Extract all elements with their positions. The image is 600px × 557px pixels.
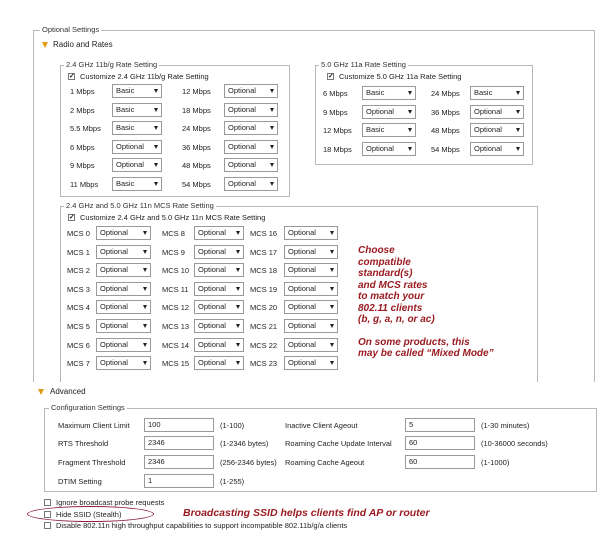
rate-24ghz-label: 36 Mbps: [182, 142, 211, 152]
mcs-select[interactable]: [96, 356, 151, 370]
chevron-down-icon: [143, 343, 147, 347]
rate-5ghz-select[interactable]: [470, 86, 524, 100]
config-label: Fragment Threshold: [58, 458, 126, 467]
mcs-label: MCS 22: [250, 340, 278, 350]
mcs-select[interactable]: [96, 338, 151, 352]
mcs-select[interactable]: [284, 282, 338, 296]
chevron-down-icon: [143, 361, 147, 365]
rate-5ghz-label: 54 Mbps: [431, 144, 460, 154]
rate-24ghz-select-value: Optional: [116, 160, 144, 169]
mcs-select[interactable]: [194, 338, 244, 352]
radio-and-rates-heading[interactable]: Radio and Rates: [53, 40, 113, 49]
rate-5ghz-label: 12 Mbps: [323, 126, 352, 135]
annotation-line: 802.11 clients: [358, 302, 423, 314]
chevron-down-icon: [236, 343, 240, 347]
chevron-down-icon: [270, 126, 274, 130]
annotation-line: (b, g, a, n, or ac): [358, 314, 435, 325]
chevron-down-icon: [154, 108, 158, 112]
chevron-down-icon: [143, 231, 147, 235]
chevron-down-icon: [330, 361, 334, 365]
chevron-down-icon: [330, 343, 334, 347]
mcs-select-value: Optional: [198, 302, 226, 312]
chevron-down-icon: [143, 305, 147, 309]
rate-24ghz-label: 5.5 Mbps: [70, 124, 101, 133]
chevron-down-icon: [270, 89, 274, 93]
rate-24ghz-select-value: Optional: [228, 104, 256, 114]
config-input[interactable]: 100: [144, 418, 214, 432]
rate-24ghz-label: 12 Mbps: [182, 87, 211, 96]
rate-24ghz-select-value: Optional: [228, 160, 256, 169]
rate-24ghz-select[interactable]: [224, 158, 278, 172]
mcs-select[interactable]: [194, 300, 244, 314]
mcs-rate-title: 2.4 GHz and 5.0 GHz 11n MCS Rate Setting: [66, 201, 214, 210]
mcs-select[interactable]: [194, 356, 244, 370]
chevron-down-icon: [330, 287, 334, 291]
mcs-select[interactable]: [284, 356, 338, 370]
chevron-down-icon: [236, 268, 240, 272]
annotation-line: may be called “Mixed Mode”: [358, 348, 494, 359]
mcs-select[interactable]: [96, 300, 151, 314]
chevron-down-icon: [408, 110, 412, 114]
chevron-down-icon: [330, 268, 334, 272]
mcs-label: MCS 16: [250, 229, 278, 238]
mcs-select[interactable]: [194, 245, 244, 259]
mcs-select[interactable]: [96, 226, 151, 240]
mcs-select[interactable]: [194, 282, 244, 296]
rate-24ghz-select[interactable]: [224, 121, 278, 135]
mcs-select-value: Optional: [198, 228, 226, 237]
rate-24ghz-label: 18 Mbps: [182, 105, 211, 115]
config-range: (1-2346 bytes): [220, 439, 269, 448]
mcs-select-value: Optional: [288, 321, 316, 330]
advanced-triangle-icon[interactable]: [38, 389, 44, 395]
mcs-label: MCS 9: [162, 247, 185, 257]
customize-5ghz-label: Customize 5.0 GHz 11a Rate Setting: [339, 72, 462, 81]
rate-24ghz-label: 54 Mbps: [182, 179, 211, 189]
chevron-down-icon: [330, 324, 334, 328]
mcs-select-value: Optional: [100, 265, 128, 275]
rate-24ghz-select-value: Basic: [116, 104, 135, 114]
rate-24ghz-label: 9 Mbps: [70, 161, 95, 170]
mcs-label: MCS 13: [162, 322, 190, 331]
mcs-select-value: Optional: [288, 228, 316, 237]
mcs-select[interactable]: [194, 319, 244, 333]
mcs-select-value: Optional: [198, 265, 226, 275]
config-range: (1-1000): [481, 458, 510, 467]
mcs-select-value: Optional: [288, 246, 316, 256]
chevron-down-icon: [270, 108, 274, 112]
rate-5ghz-select[interactable]: [470, 123, 524, 137]
rate-5ghz-label: 9 Mbps: [323, 107, 348, 117]
rate-5ghz-select-value: Optional: [474, 125, 502, 134]
mcs-select-value: Optional: [198, 339, 226, 349]
mcs-label: MCS 6: [67, 340, 90, 350]
mcs-label: MCS 18: [250, 266, 278, 276]
mcs-select[interactable]: [284, 300, 338, 314]
rate-5ghz-select[interactable]: [362, 142, 416, 156]
rate-24ghz-select-value: Basic: [116, 123, 135, 132]
mcs-select[interactable]: [284, 245, 338, 259]
rate-24ghz-select[interactable]: [112, 103, 162, 117]
rate-24ghz-label: 1 Mbps: [70, 87, 95, 96]
annotation-line: to match your: [358, 291, 425, 302]
mcs-select-value: Optional: [288, 339, 316, 349]
rate-24ghz-label: 6 Mbps: [70, 142, 95, 152]
rate-24ghz-select[interactable]: [112, 121, 162, 135]
chevron-down-icon: [516, 110, 520, 114]
rate-5ghz-title: 5.0 GHz 11a Rate Setting: [321, 60, 406, 69]
config-label: Roaming Cache Update Interval: [285, 439, 392, 448]
chevron-down-icon: [236, 361, 240, 365]
mcs-select[interactable]: [96, 319, 151, 333]
rate-5ghz-select-value: Basic: [366, 125, 385, 134]
mcs-select[interactable]: [96, 282, 151, 296]
option-checkbox[interactable]: [44, 522, 51, 529]
option-checkbox-label: Disable 802.11n high throughput capabilities to support incompatible 802.11b/g/a clients: [56, 521, 348, 530]
rate-24ghz-select[interactable]: [224, 84, 278, 98]
annotation-line: Choose: [358, 245, 395, 256]
annotation-line: and MCS rates: [358, 279, 428, 291]
chevron-down-icon: [270, 182, 274, 186]
chevron-down-icon: [236, 324, 240, 328]
chevron-down-icon: [516, 128, 520, 132]
option-checkbox[interactable]: [44, 499, 51, 506]
customize-5ghz-checkbox[interactable]: [327, 73, 334, 80]
mcs-select[interactable]: [284, 263, 338, 277]
mcs-label: MCS 14: [162, 340, 190, 350]
mcs-select-value: Optional: [198, 283, 226, 293]
chevron-down-icon: [154, 145, 158, 149]
mcs-label: MCS 15: [162, 359, 190, 369]
chevron-down-icon: [236, 305, 240, 309]
rate-5ghz-label: 18 Mbps: [323, 144, 352, 154]
config-input[interactable]: 5: [405, 418, 475, 432]
config-label: RTS Threshold: [58, 439, 109, 448]
rate-5ghz-label: 36 Mbps: [431, 107, 460, 117]
chevron-down-icon: [143, 268, 147, 272]
config-range: (10-36000 seconds): [481, 439, 548, 448]
mcs-select-value: Optional: [100, 302, 128, 312]
config-input[interactable]: 2346: [144, 436, 214, 450]
mcs-select-value: Optional: [100, 339, 128, 349]
mcs-select[interactable]: [96, 245, 151, 259]
chevron-down-icon: [143, 324, 147, 328]
chevron-down-icon: [516, 91, 520, 95]
mcs-select-value: Optional: [100, 228, 128, 237]
rate-24ghz-select[interactable]: [112, 84, 162, 98]
rate-24ghz-select[interactable]: [112, 177, 162, 191]
config-label: Roaming Cache Ageout: [285, 458, 365, 467]
mcs-label: MCS 4: [67, 303, 90, 313]
ssid-annotation: Broadcasting SSID helps clients find AP or router: [183, 507, 430, 519]
config-input[interactable]: 60: [405, 436, 475, 450]
chevron-down-icon: [143, 287, 147, 291]
mcs-label: MCS 12: [162, 303, 190, 313]
mcs-select-value: Optional: [198, 246, 226, 256]
mcs-label: MCS 17: [250, 247, 278, 257]
config-range: (256-2346 bytes): [220, 458, 277, 467]
chevron-down-icon: [143, 250, 147, 254]
rate-5ghz-select[interactable]: [362, 123, 416, 137]
collapse-triangle-icon[interactable]: [42, 42, 48, 48]
mcs-label: MCS 1: [67, 247, 90, 257]
mcs-select-value: Optional: [198, 358, 226, 368]
mcs-label: MCS 20: [250, 303, 278, 313]
mcs-annotation: [358, 245, 494, 360]
mcs-label: MCS 5: [67, 322, 90, 331]
config-label: DTIM Setting: [58, 477, 102, 486]
rate-5ghz-select[interactable]: [470, 105, 524, 119]
config-input[interactable]: 1: [144, 474, 214, 488]
mcs-select-value: Optional: [288, 302, 316, 312]
chevron-down-icon: [270, 145, 274, 149]
mcs-select-value: Optional: [288, 283, 316, 293]
rate-24ghz-select-value: Optional: [228, 86, 256, 95]
rate-24ghz-select[interactable]: [224, 103, 278, 117]
chevron-down-icon: [154, 163, 158, 167]
rate-24ghz-select-value: Optional: [228, 123, 256, 132]
chevron-down-icon: [516, 147, 520, 151]
customize-24ghz-label: Customize 2.4 GHz 11b/g Rate Setting: [80, 72, 209, 81]
chevron-down-icon: [154, 126, 158, 130]
rate-5ghz-label: 24 Mbps: [431, 89, 460, 98]
mcs-select[interactable]: [194, 226, 244, 240]
mcs-label: MCS 3: [67, 284, 90, 294]
chevron-down-icon: [154, 182, 158, 186]
mcs-select[interactable]: [284, 226, 338, 240]
rate-24ghz-select[interactable]: [112, 140, 162, 154]
rate-24ghz-title: 2.4 GHz 11b/g Rate Setting: [66, 60, 158, 69]
mcs-label: MCS 8: [162, 229, 185, 238]
rate-5ghz-label: 48 Mbps: [431, 126, 460, 135]
rate-5ghz-select[interactable]: [470, 142, 524, 156]
rate-24ghz-select-value: Basic: [116, 178, 135, 188]
config-label: Maximum Client Limit: [58, 421, 130, 430]
config-range: (1-255): [220, 477, 245, 486]
rate-5ghz-select-value: Optional: [366, 143, 394, 153]
mcs-select[interactable]: [284, 319, 338, 333]
mcs-select-value: Optional: [198, 321, 226, 330]
mcs-label: MCS 7: [67, 359, 90, 369]
chevron-down-icon: [408, 91, 412, 95]
customize-24ghz-checkbox[interactable]: [68, 73, 75, 80]
chevron-down-icon: [270, 163, 274, 167]
chevron-down-icon: [236, 231, 240, 235]
config-input[interactable]: 60: [405, 455, 475, 469]
rate-24ghz-label: 48 Mbps: [182, 161, 211, 170]
chevron-down-icon: [236, 287, 240, 291]
config-label: Inactive Client Ageout: [285, 421, 358, 430]
mcs-select[interactable]: [194, 263, 244, 277]
chevron-down-icon: [154, 89, 158, 93]
mcs-select[interactable]: [96, 263, 151, 277]
annotation-line: On some products, this: [358, 336, 470, 348]
mcs-select-value: Optional: [288, 265, 316, 275]
annotation-line: compatible: [358, 256, 411, 268]
chevron-down-icon: [236, 250, 240, 254]
rate-24ghz-label: 2 Mbps: [70, 105, 95, 115]
rate-24ghz-select-value: Basic: [116, 86, 135, 95]
rate-5ghz-select-value: Optional: [366, 106, 394, 116]
configuration-settings-title: Configuration Settings: [51, 403, 125, 412]
rate-5ghz-select-value: Basic: [474, 88, 493, 97]
mcs-label: MCS 2: [67, 266, 90, 276]
chevron-down-icon: [408, 128, 412, 132]
rate-24ghz-select[interactable]: [112, 158, 162, 172]
customize-mcs-checkbox[interactable]: [68, 214, 75, 221]
mcs-label: MCS 21: [250, 322, 278, 331]
config-range: (1-30 minutes): [481, 421, 530, 430]
customize-mcs-label: Customize 2.4 GHz and 5.0 GHz 11n MCS Rate Setting: [80, 213, 266, 222]
rate-5ghz-select-value: Optional: [474, 143, 502, 153]
chevron-down-icon: [408, 147, 412, 151]
rate-5ghz-select-value: Optional: [474, 106, 502, 116]
mcs-select-value: Optional: [100, 246, 128, 256]
rate-24ghz-select-value: Optional: [116, 141, 144, 151]
mcs-select-value: Optional: [288, 358, 316, 368]
mcs-label: MCS 23: [250, 359, 278, 369]
mcs-label: MCS 0: [67, 229, 90, 238]
optional-settings-title: Optional Settings: [42, 25, 100, 34]
option-checkbox-label: Hide SSID (Stealth): [56, 510, 122, 519]
rate-24ghz-label: 24 Mbps: [182, 124, 211, 133]
rate-5ghz-select[interactable]: [362, 105, 416, 119]
annotation-line: standard(s): [358, 268, 413, 279]
mcs-select[interactable]: [284, 338, 338, 352]
mcs-select-value: Optional: [100, 321, 128, 330]
chevron-down-icon: [330, 231, 334, 235]
advanced-heading[interactable]: Advanced: [50, 387, 86, 396]
chevron-down-icon: [330, 305, 334, 309]
rate-24ghz-select-value: Optional: [228, 178, 256, 188]
rate-24ghz-label: 11 Mbps: [70, 179, 99, 189]
config-range: (1-100): [220, 421, 245, 430]
rate-5ghz-label: 6 Mbps: [323, 89, 348, 98]
rate-5ghz-select[interactable]: [362, 86, 416, 100]
rate-24ghz-select[interactable]: [224, 140, 278, 154]
mcs-select-value: Optional: [100, 283, 128, 293]
rate-5ghz-select-value: Basic: [366, 88, 385, 97]
chevron-down-icon: [330, 250, 334, 254]
option-checkbox-label: Ignore broadcast probe requests: [56, 498, 165, 507]
mcs-label: MCS 11: [162, 284, 189, 294]
mcs-select-value: Optional: [100, 358, 128, 368]
rate-24ghz-select-value: Optional: [228, 141, 256, 151]
rate-24ghz-select[interactable]: [224, 177, 278, 191]
config-input[interactable]: 2346: [144, 455, 214, 469]
mcs-label: MCS 19: [250, 284, 278, 294]
option-checkbox[interactable]: [44, 511, 51, 518]
mcs-label: MCS 10: [162, 266, 190, 276]
